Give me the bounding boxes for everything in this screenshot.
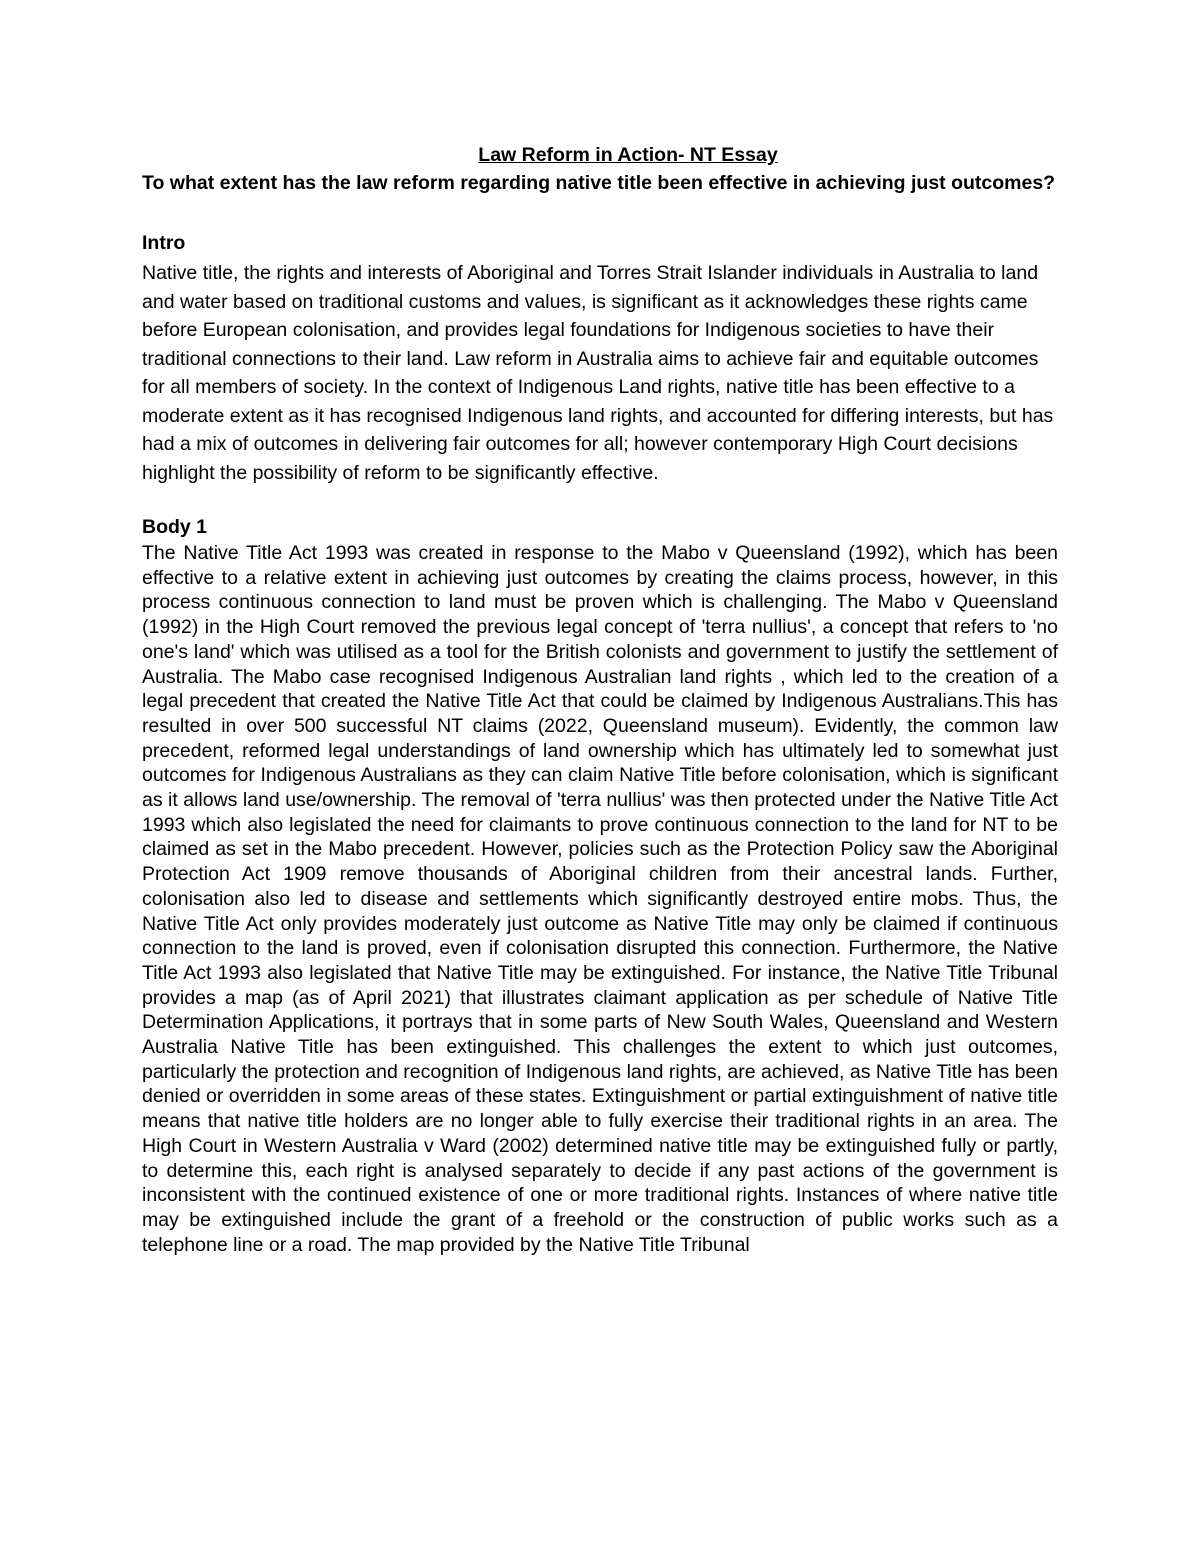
essay-question: To what extent has the law reform regarding native title been effective in achieving just outcomes? (142, 172, 1056, 194)
body1-heading: Body 1 (142, 516, 208, 538)
intro-paragraph: Native title, the rights and interests of Aboriginal and Torres Strait Islander individuals in Australia to land and water based on traditional customs and values, is significant as it acknowledges these rights came before European colonisation, and provides legal foundations for Indigenous societies to have their traditional connections to their land. Law reform in Australia aims to achieve fair and equitable outcomes for all members of society. In the context of Indigenous Land rights, native title has been effective to a moderate extent as it has recognised Indigenous land rights, and accounted for differing interests, but has had a mix of outcomes in delivering fair outcomes for all; however contemporary High Court decisions highlight the possibility of reform to be significantly effective. (142, 262, 1054, 484)
document-title: Law Reform in Action- NT Essay (478, 144, 778, 166)
intro-heading: Intro (142, 232, 186, 254)
body1-paragraph: The Native Title Act 1993 was created in response to the Mabo v Queensland (1992), which has been effective to a relative extent in achieving just outcomes by creating the claims process, however, in this process continuous connection to land must be proven which is challenging. The Mabo v Queensland (1992) in the High Court removed the previous legal concept of 'terra nullius', a concept that refers to 'no one's land' which was utilised as a tool for the British colonists and government to justify the settlement of Australia. The Mabo case recognised Indigenous Australian land rights , which led to the creation of a legal precedent that created the Native Title Act that could be claimed by Indigenous Australians.This has resulted in over 500 successful NT claims (2022, Queensland museum). Evidently, the common law precedent, reformed legal understandings of land ownership which has ultimately led to somewhat just outcomes for Indigenous Australians as they can claim Native Title before colonisation, which is significant as it allows land use/ownership. The removal of 'terra nullius' was then protected under the Native Title Act 1993 which also legislated the need for claimants to prove continuous connection to the land for NT to be claimed as set in the Mabo precedent. However, policies such as the Protection Policy saw the Aboriginal Protection Act 1909 remove thousands of Aboriginal children from their ancestral lands. Further, colonisation also led to disease and settlements which significantly destroyed entire mobs. Thus, the Native Title Act only provides moderately just outcome as Native Title may only be claimed if continuous connection to the land is proved, even if colonisation disrupted this connection. Furthermore, the Native Title Act 1993 also legislated that Native Title may be extinguished. For instance, the Native Title Tribunal provides a map (as of April 2021) that illustrates claimant application as per schedule of Native Title Determination Applications, it portrays that in some parts of New South Wales, Queensland and Western Australia Native Title has been extinguished. This challenges the extent to which just outcomes, particularly the protection and recognition of Indigenous land rights, are achieved, as Native Title has been denied or overridden in some areas of these states. Extinguishment or partial extinguishment of native title means that native title holders are no longer able to fully exercise their traditional rights in an area. The High Court in Western Australia v Ward (2002) determined native title may be extinguished fully or partly, to determine this, each right is analysed separately to decide if any past actions of the government is inconsistent with the continued existence of one or more traditional rights. Instances of where native title may be extinguished include the grant of a freehold or the construction of public works such as a telephone line or a road. The map provided by the Native Title Tribunal (142, 542, 1058, 1256)
document-content (142, 143, 1058, 1257)
